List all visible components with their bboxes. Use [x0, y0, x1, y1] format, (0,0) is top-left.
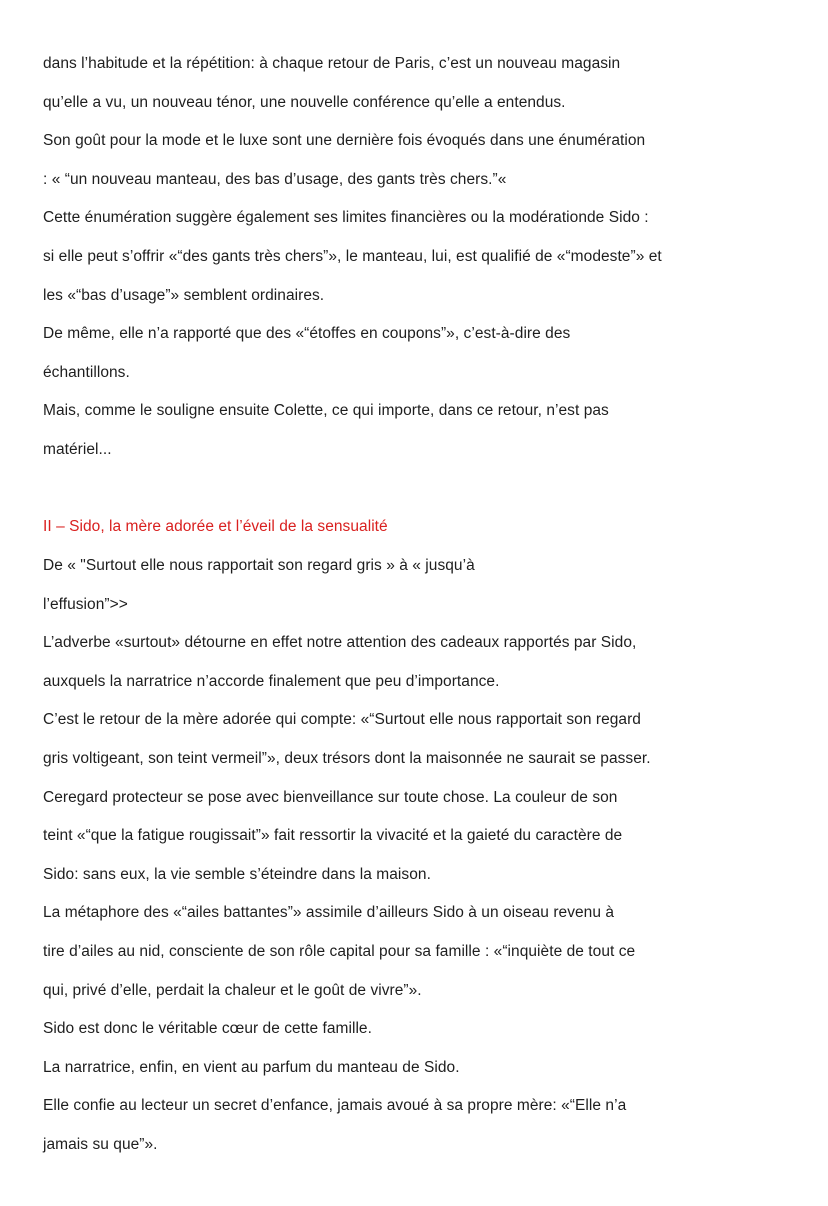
body-line-15: auxquels la narratrice n’accorde finalement que peu d’importance. [43, 673, 500, 690]
body-line-14: L’adverbe «surtout» détourne en effet notre attention des cadeaux rapportés par Sido, [43, 634, 637, 651]
body-line-7: les «“bas d’usage”» semblent ordinaires. [43, 287, 325, 304]
body-line-20: Sido: sans eux, la vie semble s’éteindre dans la maison. [43, 866, 431, 883]
body-line-1: dans l’habitude et la répétition: à chaque retour de Paris, c’est un nouveau magasin [43, 55, 621, 72]
body-line-18: Ceregard protecteur se pose avec bienveillance sur toute chose. La couleur de son [43, 789, 618, 806]
body-line-3: Son goût pour la mode et le luxe sont une dernière fois évoqués dans une énumération [43, 132, 646, 149]
body-line-25: La narratrice, enfin, en vient au parfum du manteau de Sido. [43, 1059, 460, 1076]
body-line-2: qu’elle a vu, un nouveau ténor, une nouvelle conférence qu’elle a entendus. [43, 94, 566, 111]
section-heading: II – Sido, la mère adorée et l’éveil de la sensualité [43, 518, 388, 535]
body-line-8: De même, elle n’a rapporté que des «“étoffes en coupons”», c’est-à-dire des [43, 325, 571, 342]
body-line-27: jamais su que”». [43, 1136, 158, 1153]
body-line-21: La métaphore des «“ailes battantes”» assimile d’ailleurs Sido à un oiseau revenu à [43, 904, 615, 921]
body-line-22: tire d’ailes au nid, consciente de son rôle capital pour sa famille : «“inquiète de tout ce [43, 943, 636, 960]
body-line-23: qui, privé d’elle, perdait la chaleur et le goût de vivre”». [43, 982, 422, 999]
body-line-4: : « “un nouveau manteau, des bas d’usage, des gants très chers.”« [43, 171, 507, 188]
body-line-6: si elle peut s’offrir «“des gants très chers”», le manteau, lui, est qualifié de «“modeste”» et [43, 248, 662, 265]
body-line-19: teint «“que la fatigue rougissait”» fait ressortir la vivacité et la gaieté du caractère de [43, 827, 623, 844]
body-line-17: gris voltigeant, son teint vermeil”», deux trésors dont la maisonnée ne saurait se passer. [43, 750, 651, 767]
body-line-12: De « "Surtout elle nous rapportait son regard gris » à « jusqu’à [43, 557, 475, 574]
body-line-5: Cette énumération suggère également ses limites financières ou la modérationde Sido : [43, 209, 649, 226]
body-line-26: Elle confie au lecteur un secret d’enfance, jamais avoué à sa propre mère: «“Elle n’a [43, 1097, 627, 1114]
body-line-13: l’effusion”>> [43, 596, 128, 613]
body-line-11: matériel... [43, 441, 112, 458]
body-line-9: échantillons. [43, 364, 130, 381]
body-line-24: Sido est donc le véritable cœur de cette famille. [43, 1020, 372, 1037]
body-line-16: C’est le retour de la mère adorée qui compte: «“Surtout elle nous rapportait son regard [43, 711, 641, 728]
body-line-10: Mais, comme le souligne ensuite Colette, ce qui importe, dans ce retour, n’est pas [43, 402, 609, 419]
